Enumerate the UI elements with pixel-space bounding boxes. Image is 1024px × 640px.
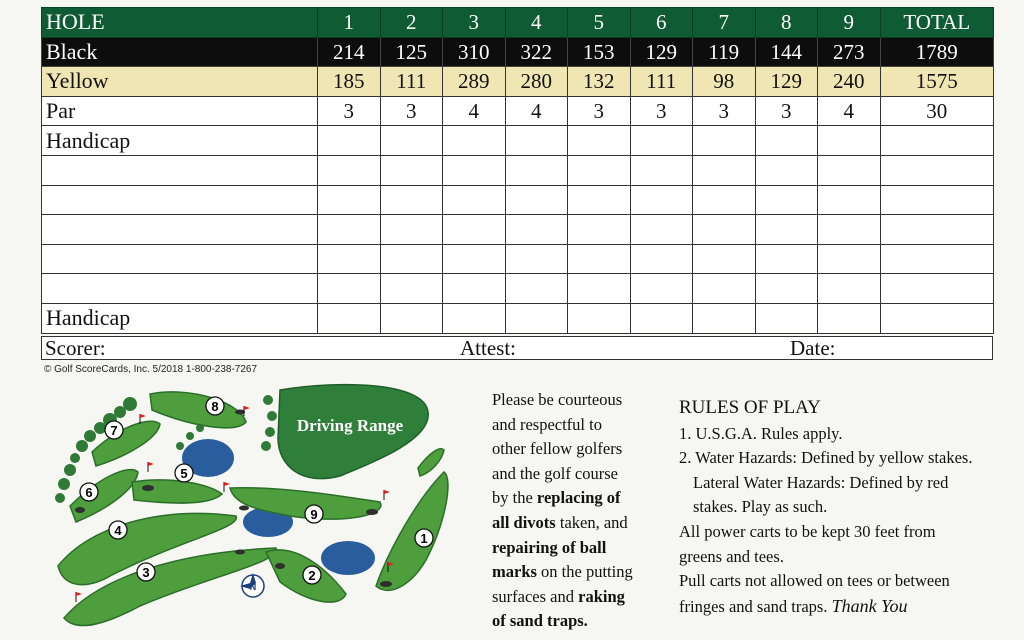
score-cell[interactable]: [505, 126, 568, 156]
svg-text:5: 5: [180, 466, 188, 481]
par-value: 3: [380, 96, 443, 126]
score-cell[interactable]: [318, 244, 381, 274]
par-value: 3: [318, 96, 381, 126]
score-cell[interactable]: [568, 303, 631, 333]
score-cell[interactable]: [755, 215, 818, 245]
date-label: Date:: [790, 336, 836, 360]
black-tee-row: [42, 37, 994, 67]
score-cell[interactable]: [380, 185, 443, 215]
score-cell[interactable]: [380, 303, 443, 333]
driving-range-label: Driving Range: [296, 416, 404, 435]
score-cell[interactable]: [818, 126, 881, 156]
courtesy-line: by the replacing of: [492, 488, 621, 508]
score-cell[interactable]: [880, 244, 994, 274]
hole-number: 9: [818, 8, 881, 38]
score-cell[interactable]: [568, 215, 631, 245]
score-cell[interactable]: [443, 155, 506, 185]
hole-marker: [415, 529, 433, 547]
hole-marker: [109, 521, 127, 539]
score-cell[interactable]: [630, 215, 693, 245]
yardage: 185: [318, 67, 381, 97]
player-row: [42, 155, 994, 185]
par-total: 30: [880, 96, 994, 126]
score-cell[interactable]: [693, 215, 756, 245]
score-cell[interactable]: [755, 185, 818, 215]
score-cell[interactable]: [880, 185, 994, 215]
score-cell[interactable]: [693, 274, 756, 304]
hole-number: 8: [755, 8, 818, 38]
svg-text:2: 2: [308, 568, 316, 583]
score-cell[interactable]: [755, 274, 818, 304]
player-name-cell[interactable]: [42, 274, 318, 304]
courtesy-line: other fellow golfers: [492, 439, 623, 459]
svg-text:N: N: [249, 582, 257, 592]
hole-number: 1: [318, 8, 381, 38]
score-cell[interactable]: [818, 303, 881, 333]
yardage: 289: [443, 67, 506, 97]
score-cell[interactable]: [755, 244, 818, 274]
score-cell[interactable]: [880, 274, 994, 304]
courtesy-line: of sand traps.: [492, 611, 588, 631]
score-cell[interactable]: [630, 185, 693, 215]
score-cell[interactable]: [443, 303, 506, 333]
par-value: 3: [693, 96, 756, 126]
svg-text:4: 4: [114, 523, 122, 538]
hole-marker: [175, 464, 193, 482]
score-cell[interactable]: [630, 126, 693, 156]
score-cell[interactable]: [630, 155, 693, 185]
attest-label: Attest:: [460, 336, 516, 360]
hole-number: 2: [380, 8, 443, 38]
score-cell[interactable]: [505, 215, 568, 245]
thank-you-text: Thank You: [831, 595, 908, 616]
yardage: 153: [568, 37, 631, 67]
hole-marker: [80, 483, 98, 501]
rule-line: greens and tees.: [679, 546, 784, 566]
score-cell[interactable]: [380, 215, 443, 245]
hole-marker: [137, 563, 155, 581]
yardage: 214: [318, 37, 381, 67]
score-cell[interactable]: [443, 185, 506, 215]
score-cell[interactable]: [568, 155, 631, 185]
hole-row: [42, 8, 994, 38]
score-cell[interactable]: [630, 244, 693, 274]
score-cell[interactable]: [755, 303, 818, 333]
yardage: 280: [505, 67, 568, 97]
tee-name: Black: [42, 37, 318, 67]
par-label: Par: [42, 96, 318, 126]
score-cell[interactable]: [693, 155, 756, 185]
par-value: 4: [443, 96, 506, 126]
svg-text:8: 8: [211, 399, 219, 414]
score-cell[interactable]: [755, 126, 818, 156]
score-cell[interactable]: [880, 126, 994, 156]
hole-number: 6: [630, 8, 693, 38]
rule-line: fringes and sand traps. Thank You: [679, 595, 908, 616]
score-cell[interactable]: [318, 126, 381, 156]
hole-number: 3: [443, 8, 506, 38]
compass-icon: [240, 573, 264, 597]
courtesy-line: and respectful to: [492, 414, 602, 434]
player-name-cell[interactable]: [42, 215, 318, 245]
yardage: 273: [818, 37, 881, 67]
svg-text:1: 1: [420, 531, 428, 546]
score-cell[interactable]: [318, 303, 381, 333]
player-row: [42, 244, 994, 274]
hole-number: 7: [693, 8, 756, 38]
rule-line: stakes. Play as such.: [693, 497, 828, 517]
yardage: 132: [568, 67, 631, 97]
svg-text:7: 7: [110, 423, 118, 438]
hole-marker: [303, 566, 321, 584]
score-cell[interactable]: [568, 244, 631, 274]
svg-text:9: 9: [310, 507, 318, 522]
score-cell[interactable]: [818, 274, 881, 304]
yardage: 119: [693, 37, 756, 67]
yardage: 98: [693, 67, 756, 97]
hole-number: 4: [505, 8, 568, 38]
yardage-total: 1575: [880, 67, 994, 97]
score-cell[interactable]: [568, 185, 631, 215]
par-value: 3: [568, 96, 631, 126]
player-row: [42, 215, 994, 245]
yellow-tee-row: [42, 67, 994, 97]
yardage: 310: [443, 37, 506, 67]
score-cell[interactable]: [818, 185, 881, 215]
courtesy-line: repairing of ball: [492, 537, 607, 557]
score-cell[interactable]: [693, 244, 756, 274]
yardage: 125: [380, 37, 443, 67]
rule-line: 1. U.S.G.A. Rules apply.: [679, 423, 843, 443]
courtesy-line: marks on the putting: [492, 562, 633, 582]
score-cell[interactable]: [568, 274, 631, 304]
score-table: [41, 7, 994, 334]
yardage-total: 1789: [880, 37, 994, 67]
yardage: 129: [630, 37, 693, 67]
player-name-cell[interactable]: [42, 244, 318, 274]
score-cell[interactable]: [318, 155, 381, 185]
signature-row[interactable]: [41, 336, 993, 360]
score-cell[interactable]: [380, 274, 443, 304]
player-name-cell[interactable]: [42, 155, 318, 185]
rules-title: RULES OF PLAY: [679, 397, 821, 418]
rule-line: All power carts to be kept 30 feet from: [679, 521, 936, 541]
score-cell[interactable]: [880, 215, 994, 245]
score-cell[interactable]: [380, 155, 443, 185]
yardage: 129: [755, 67, 818, 97]
courtesy-line: Please be courteous: [492, 390, 623, 409]
score-cell[interactable]: [505, 244, 568, 274]
score-cell[interactable]: [755, 155, 818, 185]
yardage: 111: [630, 67, 693, 97]
score-cell[interactable]: [630, 274, 693, 304]
score-cell[interactable]: [443, 244, 506, 274]
par-value: 3: [630, 96, 693, 126]
svg-text:6: 6: [85, 485, 93, 500]
score-cell[interactable]: [818, 215, 881, 245]
score-cell[interactable]: [693, 185, 756, 215]
scorer-label: Scorer:: [45, 336, 106, 360]
score-cell[interactable]: [568, 126, 631, 156]
hole-marker: [206, 397, 224, 415]
courtesy-notice: [492, 388, 662, 634]
courtesy-line: all divots taken, and: [492, 512, 628, 532]
yardage: 144: [755, 37, 818, 67]
par-row: [42, 96, 994, 126]
hole-header: HOLE: [42, 8, 318, 38]
handicap-label: Handicap: [42, 126, 318, 156]
svg-text:3: 3: [142, 565, 150, 580]
total-header: TOTAL: [880, 8, 994, 38]
score-cell[interactable]: [693, 303, 756, 333]
par-value: 4: [818, 96, 881, 126]
hole-number: 5: [568, 8, 631, 38]
score-cell[interactable]: [318, 274, 381, 304]
handicap-row: [42, 126, 994, 156]
course-map: [40, 376, 460, 638]
score-cell[interactable]: [693, 126, 756, 156]
score-cell[interactable]: [505, 185, 568, 215]
handicap-row: [42, 303, 994, 333]
score-cell[interactable]: [505, 155, 568, 185]
par-value: 3: [755, 96, 818, 126]
par-value: 4: [505, 96, 568, 126]
rule-line: Pull carts not allowed on tees or between: [679, 571, 950, 591]
courtesy-line: and the golf course: [492, 463, 618, 483]
score-cell[interactable]: [818, 244, 881, 274]
yardage: 240: [818, 67, 881, 97]
score-cell[interactable]: [880, 303, 994, 333]
rule-line: Lateral Water Hazards: Defined by red: [693, 472, 949, 492]
score-cell[interactable]: [505, 274, 568, 304]
score-cell[interactable]: [443, 274, 506, 304]
rule-line: 2. Water Hazards: Defined by yellow stakes.: [679, 448, 973, 468]
score-cell[interactable]: [818, 155, 881, 185]
score-cell[interactable]: [380, 244, 443, 274]
score-cell[interactable]: [880, 155, 994, 185]
hole-marker: [105, 421, 123, 439]
yardage: 322: [505, 37, 568, 67]
score-cell[interactable]: [380, 126, 443, 156]
score-cell[interactable]: [318, 185, 381, 215]
copyright-text: © Golf ScoreCards, Inc. 5/2018 1-800-238-7267: [44, 364, 258, 375]
player-row: [42, 185, 994, 215]
score-cell[interactable]: [443, 215, 506, 245]
score-cell[interactable]: [443, 126, 506, 156]
score-cell[interactable]: [505, 303, 568, 333]
player-name-cell[interactable]: [42, 185, 318, 215]
hole-marker: [305, 505, 323, 523]
score-cell[interactable]: [318, 215, 381, 245]
score-cell[interactable]: [630, 303, 693, 333]
yardage: 111: [380, 67, 443, 97]
courtesy-line: surfaces and raking: [492, 586, 625, 606]
handicap-label: Handicap: [42, 303, 318, 333]
rules-of-play: [679, 396, 1009, 619]
player-row: [42, 274, 994, 304]
tee-name: Yellow: [42, 67, 318, 97]
